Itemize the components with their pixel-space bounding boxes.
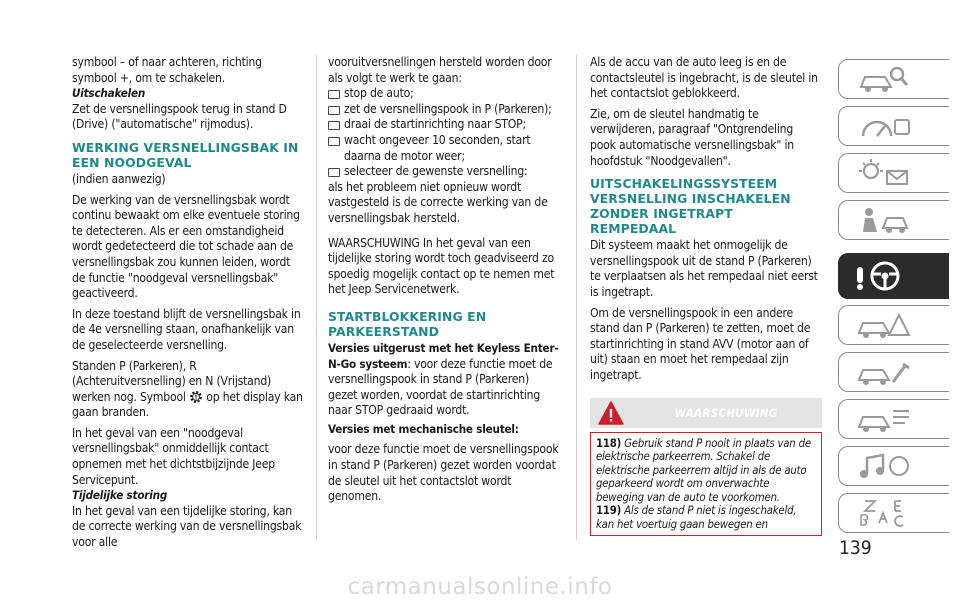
- paragraph: Als de accu van de auto leeg is en de contactsleutel is ingebracht, is de sleutel in het contactslot geblokkeerd.: [590, 55, 818, 101]
- chapter-tab-10[interactable]: [838, 493, 949, 533]
- chapter-tab-4[interactable]: [838, 200, 949, 240]
- bold-label: Versies uitgerust met het Keyless Enter-N-Go systeem: [328, 340, 559, 371]
- checkbox-bullet-icon: [328, 90, 340, 99]
- chapter-tab-3[interactable]: [838, 153, 949, 193]
- warning-title: WAARSCHUWING: [674, 405, 778, 420]
- technical-data-icon: [855, 403, 915, 435]
- section-heading-uitschakelingssysteem: UITSCHAKELINGSSYSTEEM VERSNELLING INSCHAKELEN ZONDER INGETRAPT REMPEDAAL: [590, 176, 791, 237]
- paragraph-text: op het display kan gaan branden.: [72, 389, 303, 420]
- warning-triangle-icon: [598, 401, 624, 430]
- paragraph: In deze toestand blijft de versnellingsbak in de 4e versnelling staan, onafhankelijk van de geselecteerde versnelling.: [72, 306, 301, 352]
- warning-text: Gebruik stand P nooit in plaats van de elektrische parkeerrem. Schakel de elektrische parkeerrem altijd in als de auto geparkeerd wordt om onverwachte beweging van de auto te voorkomen.: [596, 436, 811, 504]
- paragraph: Om de versnellingspook in een andere stand dan P (Parkeren) te zetten, moet de startinrichting in stand AVV (motor aan of uit) staan en moet het rempedaal zijn ingetrapt.: [590, 305, 811, 382]
- paragraph-text: Standen P (Parkeren), R (Achteruitversnelling) en N (Vrijstand) werken nog. Symbool: [72, 358, 272, 404]
- paragraph: vooruitversnellingen hersteld worden door als volgt te werk te gaan:: [328, 55, 552, 85]
- checkbox-bullet-icon: [328, 137, 340, 146]
- list-item-text: zet de versnellingspook in P (Parkeren);: [344, 101, 552, 116]
- column-3: [590, 55, 822, 536]
- warning-number: 118): [596, 436, 622, 450]
- paragraph: Zet de versnellingspook terug in stand D (Drive) ("automatische" rijmodus).: [72, 101, 287, 132]
- paragraph: [328, 341, 560, 419]
- chapter-tab-7[interactable]: [838, 352, 949, 392]
- paragraph: De werking van de versnellingsbak wordt continu bewaakt om elke eventuele storing te detecteren. Als er een omstandigheid wordt gedetecteerd die tot schade aan de versnellingsbak zou kunnen leiden, wordt de functie "noodgeval versnellingsbak" geactiveerd.: [72, 192, 300, 301]
- dashboard-gauge-icon: [855, 110, 915, 142]
- list-item: [328, 164, 560, 180]
- watermark: carmanualsonline.info: [347, 574, 613, 600]
- page-number: 139: [839, 537, 872, 559]
- car-maintenance-icon: [855, 356, 915, 388]
- paragraph: als het probleem niet opnieuw wordt vastgesteld is de correcte werking van de versnellingsbak hersteld.: [328, 179, 548, 225]
- subheading-tijdelijke-storing: Tijdelijke storing: [72, 488, 168, 503]
- warning-item: [596, 437, 816, 505]
- paragraph: Zie, om de sleutel handmatig te verwijderen, paragraaf "Ontgrendeling pook automatische versnellingsbak" in hoofdstuk "Noodgevallen".: [590, 106, 794, 168]
- chapter-tab-6[interactable]: [838, 305, 949, 345]
- column-divider: [576, 55, 577, 540]
- index-alphabet-icon: [855, 497, 915, 529]
- paragraph: In het geval van een tijdelijke storing, kan de correcte werking van de versnellingsbak voor alle: [72, 503, 302, 550]
- paragraph-symbol: [72, 359, 304, 421]
- column-1: [72, 55, 304, 551]
- car-search-icon: [855, 63, 915, 95]
- paragraph: voor deze functie moet de versnellingspook in stand P (Parkeren) gezet worden voordat de sleutel uit het contactslot wordt genomen.: [328, 442, 559, 504]
- warning-box: [590, 432, 822, 536]
- checkbox-bullet-icon: [328, 168, 340, 177]
- column-2: [328, 55, 560, 505]
- warning-number: 119): [596, 504, 622, 518]
- section-heading-startblokkering: STARTBLOKKERING EN PARKEERSTAND: [328, 308, 487, 339]
- list-item: [328, 86, 560, 102]
- paragraph: Dit systeem maakt het onmogelijk de versnellingspook uit de stand P (Parkeren) te verplaatsen als het rempedaal niet eerst is ingetrapt.: [590, 238, 818, 299]
- warning-text: Als de stand P niet is ingeschakeld, kan het voertuig gaan bewegen en: [596, 504, 797, 532]
- list-item: [328, 102, 560, 118]
- paragraph: symbool – of naar achteren, richting symbool +, om te schakelen.: [72, 55, 262, 85]
- list-item-text: selecteer de gewenste versnelling:: [344, 164, 528, 179]
- chapter-tab-9[interactable]: [838, 446, 949, 486]
- list-item: [328, 117, 560, 133]
- list-item-text: stop de auto;: [344, 86, 414, 101]
- warning-light-message-icon: [855, 157, 915, 189]
- bold-label: Versies met mechanische sleutel:: [328, 421, 519, 436]
- chapter-tab-5-active[interactable]: [838, 253, 949, 299]
- list-item-text: draai de startinrichting naar STOP;: [344, 117, 526, 132]
- section-heading-noodgeval: WERKING VERSNELLINGSBAK IN EEN NOODGEVAL: [72, 139, 299, 170]
- chapter-tab-8[interactable]: [838, 399, 949, 439]
- chapter-tab-1[interactable]: [838, 59, 949, 99]
- checkbox-bullet-icon: [328, 106, 340, 115]
- chapter-tab-2[interactable]: [838, 106, 949, 146]
- paragraph: In het geval van een "noodgeval versnellingsbak" onmiddellijk contact opnemen met het dichtstbijzijnde Jeep Servicepunt.: [72, 425, 275, 487]
- warning-item: [596, 504, 816, 531]
- list-item-text: wacht ongeveer 10 seconden, start daarna de motor weer;: [344, 132, 531, 163]
- car-safety-icon: [855, 204, 915, 236]
- car-emergency-icon: [855, 309, 915, 341]
- subheading-uitschakelen: Uitschakelen: [72, 86, 146, 101]
- steering-wheel-key-icon: [855, 257, 915, 295]
- checkbox-bullet-icon: [328, 121, 340, 130]
- multimedia-music-icon: [855, 450, 915, 482]
- paragraph-text: : voor deze functie moet de versnellingspook in stand P (Parkeren) gezet worden, voordat de startinrichting naar STOP gedraaid wordt.: [328, 356, 553, 418]
- column-divider: [316, 55, 317, 540]
- transmission-warning-gear-icon: [189, 390, 203, 404]
- list-item: [328, 133, 560, 164]
- paragraph: (indien aanwezig): [72, 171, 166, 186]
- paragraph-warning-note: WAARSCHUWING In het geval van een tijdelijke storing wordt toch geadviseerd zo spoedig mogelijk contact op te nemen met het Jeep Servicenetwerk.: [328, 235, 555, 297]
- warning-banner: [590, 398, 822, 428]
